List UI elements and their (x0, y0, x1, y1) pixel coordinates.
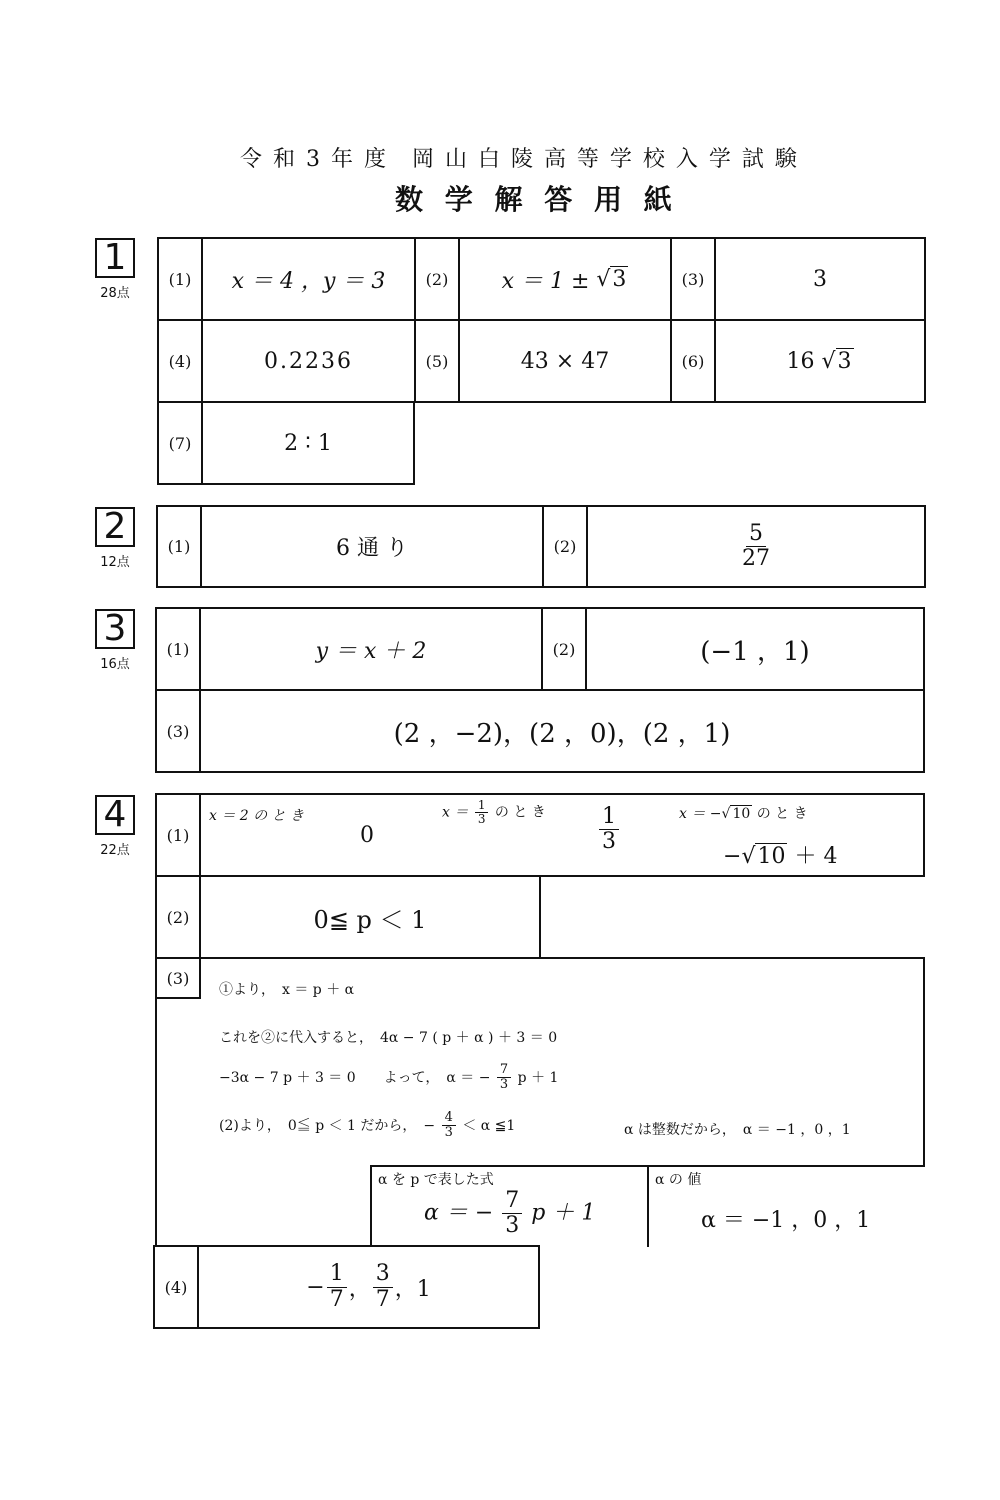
q2-1-answer: 6 通 り (202, 507, 544, 586)
q4-3-line-3 (219, 1063, 558, 1093)
q4-3-value-title: α の 値 (655, 1172, 702, 1188)
q4-3-line-4-a: (2)より， 0≦ p ＜ 1 だから， − (219, 1117, 436, 1134)
q4-3-line-4-num: 4 (442, 1111, 456, 1126)
q4-2-answer: 0≦ p ＜ 1 (313, 905, 427, 934)
q4-3-line-3-den: 3 (499, 1077, 509, 1093)
q1-7-label: (7) (159, 403, 203, 483)
sheet-title: 数 学 解 答 用 紙 (395, 183, 678, 216)
q4-3-line-3-a: −3α − 7 p ＋ 3 ＝ 0 よって， α ＝ − (219, 1069, 491, 1086)
q4-4-b-den: 7 (375, 1286, 390, 1312)
q1-6-answer: 16 √ 3 (786, 348, 852, 374)
q3-2-answer: (−1 ，1) (700, 636, 810, 667)
q4-1-ans-2-den: 3 (602, 829, 616, 855)
q4-3-line-4 (219, 1111, 515, 1141)
q4-3-line-3-num: 7 (497, 1063, 511, 1078)
q1-4-answer: 0.2236 (203, 321, 416, 401)
question-3-points: 16点 (100, 657, 130, 672)
q1-6-root: 3 (837, 349, 852, 374)
q1-3-answer: 3 (813, 266, 827, 292)
q4-2-row (155, 875, 541, 959)
q4-1-ans-2 (597, 805, 621, 854)
q4-3-value-box (647, 1165, 925, 1247)
q2-2-numerator: 5 (746, 522, 766, 547)
q4-3-line-3-b: p ＋ 1 (517, 1069, 559, 1086)
q3-1-label: (1) (157, 609, 201, 689)
q2-1-label: (1) (158, 507, 202, 586)
q3-row-1 (155, 607, 925, 691)
q1-row-2 (157, 319, 926, 403)
q3-3-label: (3) (157, 691, 201, 771)
q4-1-cond-3: x ＝ −√ 10 の と き (679, 806, 808, 822)
q4-3-expression-answer (424, 1189, 595, 1238)
q4-1-ans-3: −√10 ＋ 4 (723, 844, 838, 869)
q1-6-prefix: 16 (786, 348, 815, 374)
question-3-number: 3 (95, 609, 135, 649)
question-2-points: 12点 (100, 555, 130, 570)
q4-4-a-den: 7 (329, 1286, 344, 1312)
q1-2-answer: x ＝ 1 ± √ 3 (460, 239, 672, 319)
q4-4-c: ，1 (394, 1276, 431, 1302)
question-4-points: 22点 (100, 843, 130, 858)
q4-3-line-4-den: 3 (444, 1125, 453, 1141)
q1-2-prefix: x ＝ 1 ± (501, 268, 590, 294)
q1-2-root: 3 (612, 267, 627, 292)
q4-1-cond-3-pre: x ＝ − (679, 806, 722, 822)
q1-6-label: (6) (672, 321, 716, 401)
q4-1-cond-3-root: 10 (732, 806, 751, 822)
q4-1-ans-3-pre: − (723, 844, 742, 869)
q2-row (156, 505, 926, 588)
q4-2-label: (2) (157, 877, 201, 957)
question-4-number: 4 (95, 795, 135, 835)
q4-3-expression-box (370, 1165, 649, 1247)
q2-2-label: (2) (544, 507, 588, 586)
q4-3-value-answer: α ＝ −1 ，0 ，1 (701, 1208, 871, 1233)
q4-1-label: (1) (157, 795, 201, 875)
q1-5-label: (5) (416, 321, 460, 401)
q4-1-cond-2-post: の と き (494, 804, 546, 821)
q4-3-block (155, 957, 925, 1247)
q4-1-row (155, 793, 925, 877)
q4-3-line-1: ①より， x ＝ p ＋ α (219, 982, 355, 998)
q1-5-answer: 43 × 47 (460, 321, 672, 401)
q4-4-answer: − $\frac{1}{7}$ ， $\frac{3}{7}$ ，1 (306, 1261, 431, 1312)
q4-1-ans-3-root: 10 (757, 844, 786, 869)
exam-title: 令 和 3 年 度 岡 山 白 陵 高 等 学 校 入 学 試 験 (240, 147, 799, 172)
q4-3-expression-den: 3 (505, 1213, 520, 1239)
q4-3-expression-post: p ＋ 1 (531, 1200, 596, 1226)
q4-3-line-2: これを②に代入すると， 4α − 7 ( p ＋ α ) ＋ 3 ＝ 0 (219, 1030, 558, 1046)
q4-3-line-4-b: ＜ α ≦1 (462, 1117, 516, 1134)
q1-row-3 (157, 401, 415, 485)
q4-4-row (153, 1245, 540, 1329)
q2-2-denominator: 27 (742, 546, 770, 571)
q3-row-2 (155, 689, 925, 773)
q3-1-answer: y ＝ x ＋ 2 (201, 609, 543, 689)
q4-3-line-4-conclusion: α は整数だから， α ＝ −1 ，0 ，1 (624, 1122, 851, 1138)
q4-4-a-num: 1 (327, 1262, 347, 1287)
q4-3-expression-num: 7 (502, 1189, 522, 1214)
q4-1-cond-1: x ＝ 2 の と き (209, 808, 305, 824)
q1-3-label: (3) (672, 239, 716, 319)
q1-1-label: (1) (159, 239, 203, 319)
q4-3-expression-pre: α ＝ − (424, 1200, 494, 1226)
q1-4-label: (4) (159, 321, 203, 401)
q4-3-label: (3) (157, 959, 201, 999)
q4-1-cond-2-num: 1 (475, 799, 489, 813)
q3-2-label: (2) (543, 609, 587, 689)
q1-7-answer: 2 ∶ 1 (284, 430, 332, 456)
q4-1-ans-3-post: ＋ 4 (794, 844, 838, 869)
q1-2-label: (2) (416, 239, 460, 319)
q4-1-ans-1: 0 (360, 823, 374, 848)
q4-4-label: (4) (155, 1247, 199, 1327)
q1-1-answer: x ＝ 4 ，y ＝ 3 (203, 239, 416, 319)
q1-row-1 (157, 237, 926, 321)
q4-3-expression-title: α を p で表した式 (378, 1172, 494, 1188)
question-2-number: 2 (95, 507, 135, 547)
q4-4-b-num: 3 (373, 1262, 393, 1287)
q4-1-cond-3-post: の と き (756, 806, 808, 822)
question-1-points: 28点 (100, 286, 130, 301)
question-1-number: 1 (95, 238, 135, 278)
q4-1-cond-2-den: 3 (477, 812, 486, 827)
q4-1-cond-2-pre: x ＝ (442, 804, 469, 821)
q4-1-cond-2 (442, 799, 546, 826)
q3-3-answer: (2 ，−2)，(2 ，0)，(2 ，1) (393, 718, 731, 749)
q4-1-ans-2-num: 1 (599, 805, 619, 830)
q2-2-answer (588, 507, 924, 586)
